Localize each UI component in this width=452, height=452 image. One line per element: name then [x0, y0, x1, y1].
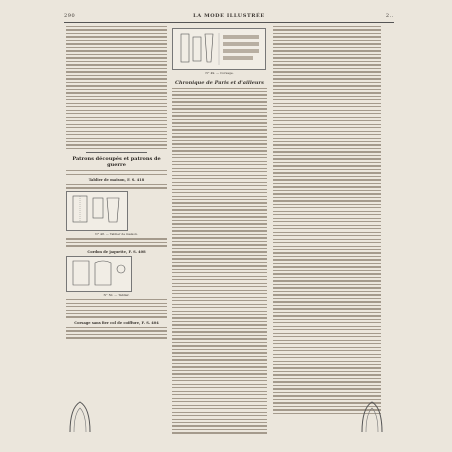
text-block [172, 88, 267, 434]
text-block [273, 26, 381, 414]
ornament-left-icon [68, 398, 92, 434]
column-1 [66, 26, 167, 341]
column-2 [172, 26, 267, 436]
text-block [66, 184, 167, 189]
page-header [64, 10, 394, 23]
pattern-title-1: Tablier de maison, F. S. 418 [88, 177, 145, 182]
page-number: 290 [64, 13, 76, 19]
text-block [66, 26, 167, 149]
pattern-diagram-1 [66, 191, 128, 231]
ornament-right-icon [360, 398, 384, 434]
masthead-title: LA MODE ILLUSTRÉE [193, 13, 265, 19]
divider [86, 152, 147, 153]
pattern-title-2: Cordon de jaquette, F. S. 408 [87, 249, 146, 254]
column-3 [273, 26, 381, 416]
issue-number: 2.. [385, 13, 394, 19]
text-block [66, 299, 167, 318]
figure-caption: N° 48. — Tablier de maison. [95, 231, 138, 236]
figure-caption: N° 50. — Tablier. [103, 292, 130, 297]
text-block [66, 238, 167, 246]
pattern-diagram-2 [66, 256, 132, 292]
section-title-patterns: Patrons découpés et patrons de guerre [72, 156, 161, 169]
text-block [66, 170, 167, 175]
text-block [66, 327, 167, 339]
pattern-title-3: Corsage sans fier col de coiffure, F. S. 404 [74, 320, 159, 325]
section-title-chronicle: Chronique de Paris et d'ailleurs [174, 79, 264, 86]
pattern-diagram-3 [172, 28, 266, 70]
figure-caption: N° 49. — Corsage. [205, 71, 234, 75]
